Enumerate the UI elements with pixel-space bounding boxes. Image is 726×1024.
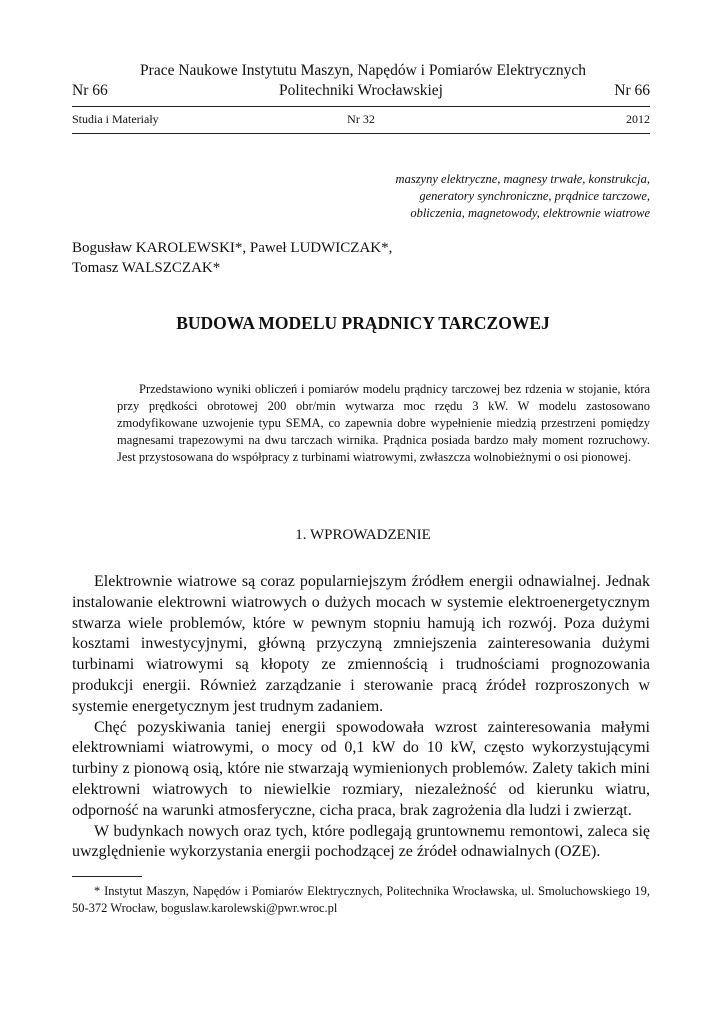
journal-title: Prace Naukowe Instytutu Maszyn, Napędów i Pomiarów Elektrycznych bbox=[140, 62, 586, 79]
subheader-divider bbox=[72, 133, 650, 134]
series-name: Studia i Materiały bbox=[72, 112, 159, 126]
header-divider bbox=[72, 106, 650, 107]
paper-title: BUDOWA MODELU PRĄDNICY TARCZOWEJ bbox=[176, 313, 550, 333]
authors-line: Tomasz WALSZCZAK* bbox=[72, 260, 221, 276]
institution-name: Politechniki Wrocławskiej bbox=[279, 82, 443, 99]
publication-year: 2012 bbox=[626, 112, 650, 126]
issue-number-right: Nr 66 bbox=[614, 82, 650, 99]
authors bbox=[72, 238, 650, 278]
series-number: Nr 32 bbox=[347, 112, 375, 126]
keywords-line: maszyny elektryczne, magnesy trwałe, konstrukcja, bbox=[395, 172, 650, 186]
body-text bbox=[72, 572, 650, 863]
section-heading: 1. WPROWADZENIE bbox=[295, 527, 431, 543]
keywords-line: obliczenia, magnetowody, elektrownie wiatrowe bbox=[410, 206, 650, 220]
abstract: Przedstawiono wyniki obliczeń i pomiarów modelu prądnicy tarczowej bez rdzenia w stojanie, która przy prędkości obrotowej 200 obr/min wytwarza moc rzędu 3 kW. W modelu zastosowano zmodyfikowane uzwojenie typu SEMA, co zapewnia dobre wypełnienie miedzią przestrzeni pomiędzy magnesami trapezowymi na dwu tarczach wirnika. Prądnica posiada bardzo mały moment rozruchowy. Jest przystosowana do współpracy z turbinami wiatrowymi, zwłaszcza wolnobieżnymi o osi pionowej. bbox=[117, 382, 650, 464]
authors-line: Bogusław KAROLEWSKI*, Paweł LUDWICZAK*, bbox=[72, 240, 393, 256]
footnote-divider bbox=[72, 876, 142, 877]
paragraph: W budynkach nowych oraz tych, które podlegają gruntownemu remontowi, zaleca się uwzględnienie wykorzystania energii pochodzącej ze źródeł odnawialnych (OZE). bbox=[72, 822, 650, 861]
issue-number-left: Nr 66 bbox=[72, 82, 108, 99]
footnote: * Instytut Maszyn, Napędów i Pomiarów Elektrycznych, Politechnika Wrocławska, ul. Smoluchowskiego 19, 50-372 Wrocław, boguslaw.karolewski@pwr.wroc.pl bbox=[72, 884, 650, 915]
keywords-line: generatory synchroniczne, prądnice tarczowe, bbox=[419, 189, 650, 203]
paragraph: Chęć pozyskiwania taniej energii spowodowała wzrost zainteresowania małymi elektrowniami wiatrowymi, o mocy od 0,1 kW do 10 kW, często wykorzystującymi turbiny z pionową osią, które nie stwarzają wymienionych problemów. Zalety takich mini elektrowni wiatrowych to niewielkie rozmiary, niezależność od kierunku wiatru, odporność na warunki atmosferyczne, cicha praca, brak zagrożenia dla ludzi i zwierząt. bbox=[72, 718, 650, 819]
paragraph: Elektrownie wiatrowe są coraz popularniejszym źródłem energii odnawialnej. Jednak instalowanie elektrowni wiatrowych o dużych mocach w systemie elektroenergetycznym stwarza wiele problemów, które w pewnym stopniu hamują ich rozwój. Poza dużymi kosztami inwestycyjnymi, główną przyczyną zmniejszenia zainteresowania dużymi turbinami wiatrowymi są kłopoty ze zmiennością i trudnościami prognozowania produkcji energii. Również zarządzanie i sterowanie pracą źródeł rozproszonych w systemie energetycznym jest trudnym zadaniem. bbox=[72, 573, 650, 715]
keywords bbox=[300, 171, 650, 222]
